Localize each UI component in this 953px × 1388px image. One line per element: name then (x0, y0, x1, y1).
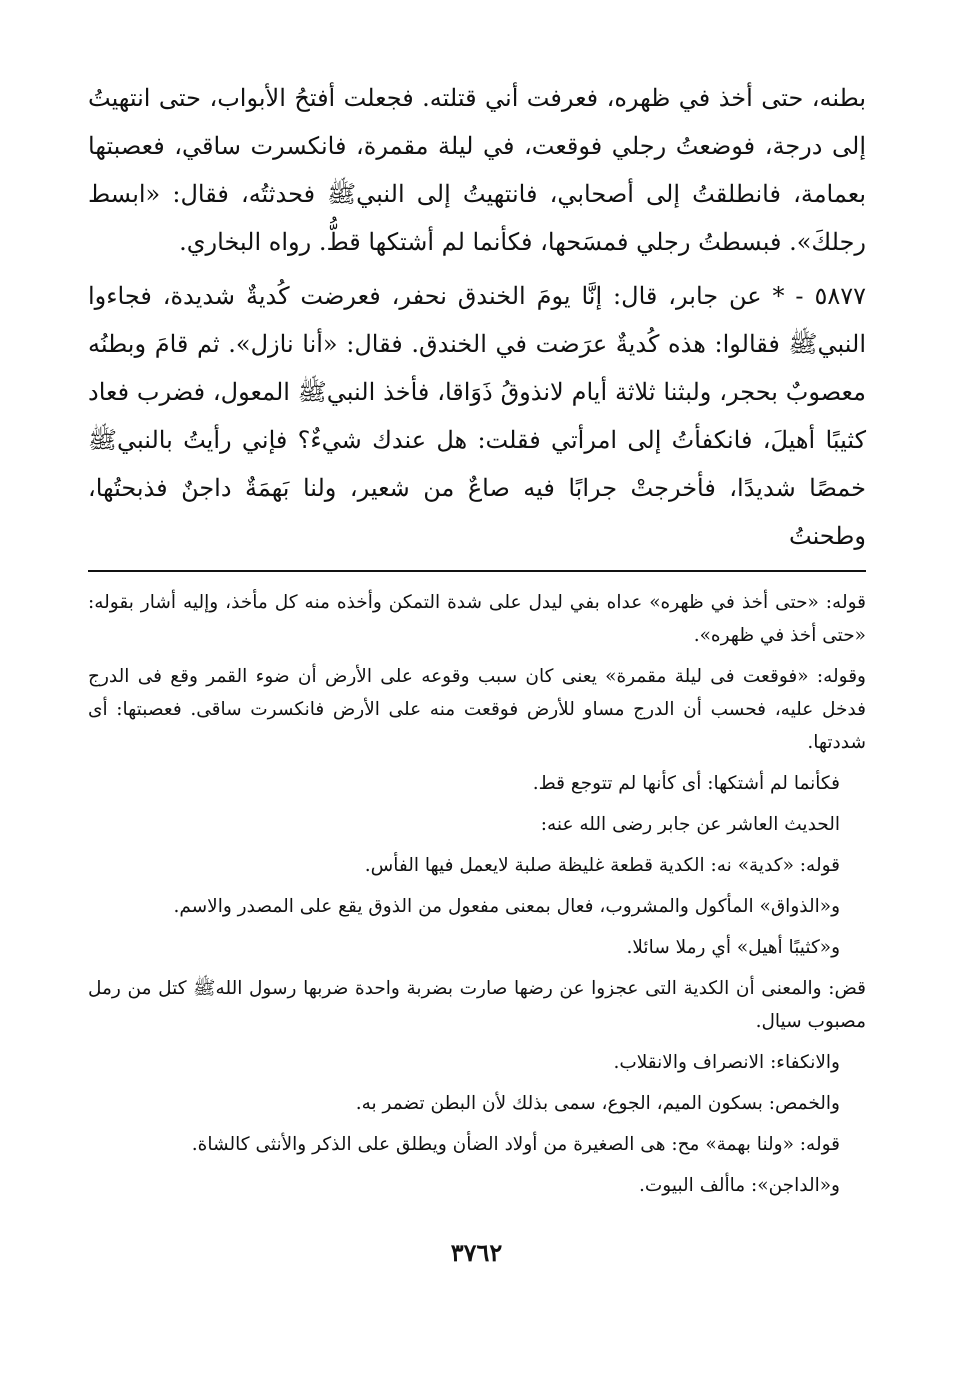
note-paragraph: قض: والمعنى أن الكدية التى عجزوا عن رضها صارت بضربة واحدة ضربها رسول اللهﷺ كتل من رمل مصبوب سيال. (88, 978, 866, 1032)
note-paragraph: والخمص: بسكون الميم، الجوع، سمى بذلك لأن البطن تضمر به. (355, 1093, 840, 1114)
note-paragraph: والانكفاء: الانصراف والانقلاب. (613, 1052, 840, 1073)
book-page (88, 74, 866, 1374)
note-paragraph: وقوله: «فوقعت فى ليلة مقمرة» يعنى كان سبب وقوعه على الأرض أن ضوء القمر وقع فى الدرج فدخل عليه، فحسب أن الدرج مساو للأرض فوقعت منه على الأرض فانكسرت ساقى. فعصبتها: أى شددتها. (88, 666, 866, 753)
note-paragraph: قوله: «ولنا بهمة» مح: هى الصغيرة من أولاد الضأن ويطلق على الذكر والأنثى كالشاة. (191, 1134, 840, 1155)
note-paragraph: و«الذواق» المأكول والمشروب، فعال بمعنى مفعول من الذوق يقع على المصدر والاسم. (173, 896, 840, 917)
note-paragraph: الحديث العاشر عن جابر رضى الله عنه: (540, 814, 840, 835)
note-paragraph: و«كثيبًا أهيل» أي رملا سائلا. (626, 937, 840, 958)
note-paragraph: فكأنما لم أشتكها: أى كأنها لم تتوجع قط. (532, 773, 840, 794)
footnote-divider (88, 570, 866, 572)
note-paragraph: قوله: «كدية» نه: الكدية قطعة غليظة صلبة لايعمل فيها الفأس. (364, 855, 840, 876)
hadith-paragraph: بطنه، حتى أخذ في ظهره، فعرفت أني قتلته. فجعلت أفتحُ الأبواب، حتى انتهيتُ إلى درجة، فوضعتُ رجلي فوقعت، في ليلة مقمرة، فانكسرت ساقي، فعصبتها بعمامة، فانطلقتُ إلى أصحابي، فانتهيتُ إلى النبيﷺ فحدثتُه، فقال: «ابسط رجلكَ». فبسطتُ رجلي فمسَحها، فكأنما لم أشتكها قطُّ. رواه البخاري. (88, 84, 867, 256)
main-text (88, 74, 866, 560)
note-paragraph: و«الداجن»: ماألف البيوت. (639, 1175, 840, 1196)
page-number: ٣٧٦٢ (450, 1238, 503, 1267)
hadith-paragraph: ٥٨٧٧ - * عن جابر، قال: إنَّا يومَ الخندق نحفر، فعرضت كُديةٌ شديدة، فجاءوا النبيﷺ فقالوا: هذه كُديةٌ عرَضت في الخندق. فقال: «أنا نازل». ثم قامَ وبطنُه معصوبٌ بحجر، ولبثنا ثلاثة أيام لانذوقُ ذَوَاقا، فأخذ النبيﷺ المعول، فضرب فعاد كثيبًا أهيلَ، فانكفأتُ إلى امرأتي فقلت: هل عندك شيءٌ؟ فإني رأيتُ بالنبيﷺ خمصًا شديدًا، فأخرجتْ جرابًا فيه صاعٌ من شعير، ولنا بَهمَةٌ داجنٌ فذبحتُها، وطحنتُ (88, 282, 867, 550)
commentary-notes (88, 586, 866, 1202)
note-paragraph: قوله: «حتى أخذ في ظهره» عداه بفي ليدل على شدة التمكن وأخذه منه كل مأخذ، وإليه أشار بقوله: «حتى أخذ في ظهره». (88, 592, 866, 646)
